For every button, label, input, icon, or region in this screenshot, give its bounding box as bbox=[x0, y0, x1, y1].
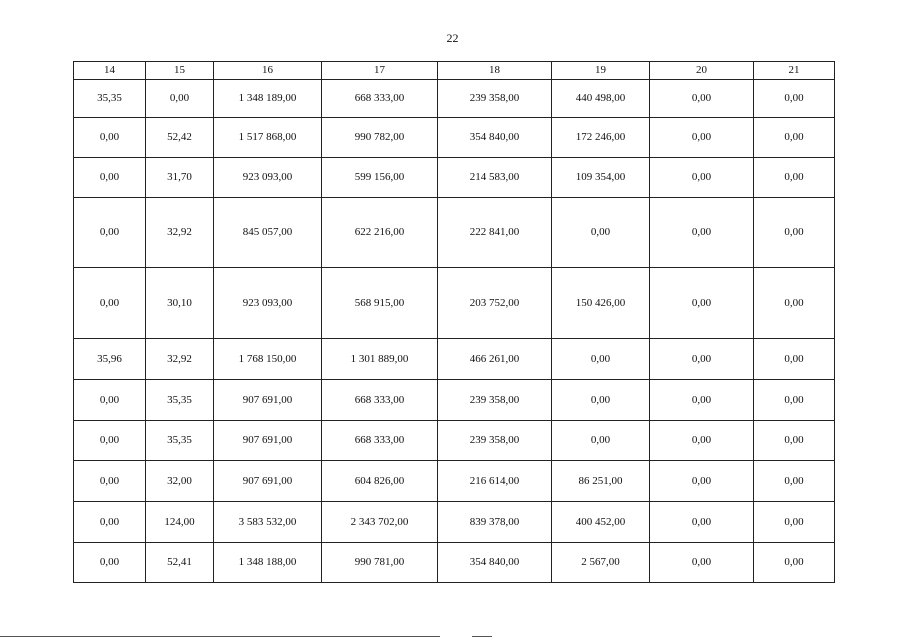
table-cell: 1 348 188,00 bbox=[214, 543, 322, 583]
table-cell: 32,92 bbox=[146, 198, 214, 268]
table-cell: 203 752,00 bbox=[438, 268, 552, 339]
table-cell: 839 378,00 bbox=[438, 502, 552, 543]
table-cell: 0,00 bbox=[650, 339, 754, 380]
table-cell: 1 517 868,00 bbox=[214, 118, 322, 158]
table-cell: 0,00 bbox=[754, 339, 835, 380]
table-cell: 354 840,00 bbox=[438, 543, 552, 583]
table-cell: 0,00 bbox=[74, 461, 146, 502]
table-cell: 0,00 bbox=[650, 118, 754, 158]
table-cell: 0,00 bbox=[754, 502, 835, 543]
table-row bbox=[74, 421, 835, 461]
column-header: 19 bbox=[552, 62, 650, 80]
table-row bbox=[74, 118, 835, 158]
table-cell: 35,96 bbox=[74, 339, 146, 380]
table-cell: 0,00 bbox=[552, 339, 650, 380]
footer-rule-fragment bbox=[472, 636, 492, 637]
table-cell: 923 093,00 bbox=[214, 268, 322, 339]
table-cell: 0,00 bbox=[552, 380, 650, 421]
table-row bbox=[74, 502, 835, 543]
table-row bbox=[74, 380, 835, 421]
table-cell: 0,00 bbox=[650, 461, 754, 502]
table-cell: 0,00 bbox=[74, 502, 146, 543]
table-cell: 2 567,00 bbox=[552, 543, 650, 583]
table-cell: 1 768 150,00 bbox=[214, 339, 322, 380]
table-cell: 668 333,00 bbox=[322, 80, 438, 118]
table-cell: 668 333,00 bbox=[322, 421, 438, 461]
table-cell: 1 348 189,00 bbox=[214, 80, 322, 118]
table-cell: 0,00 bbox=[754, 380, 835, 421]
table-cell: 923 093,00 bbox=[214, 158, 322, 198]
table-cell: 52,41 bbox=[146, 543, 214, 583]
table-cell: 0,00 bbox=[754, 198, 835, 268]
table-row bbox=[74, 543, 835, 583]
table-cell: 35,35 bbox=[146, 380, 214, 421]
table-cell: 907 691,00 bbox=[214, 461, 322, 502]
table-row bbox=[74, 268, 835, 339]
table-cell: 0,00 bbox=[74, 380, 146, 421]
table-cell: 86 251,00 bbox=[552, 461, 650, 502]
column-header: 21 bbox=[754, 62, 835, 80]
table-cell: 845 057,00 bbox=[214, 198, 322, 268]
table-cell: 907 691,00 bbox=[214, 421, 322, 461]
table-cell: 440 498,00 bbox=[552, 80, 650, 118]
footer-rule bbox=[0, 636, 440, 637]
table-cell: 0,00 bbox=[754, 268, 835, 339]
table-cell: 222 841,00 bbox=[438, 198, 552, 268]
table-cell: 0,00 bbox=[650, 158, 754, 198]
table-cell: 172 246,00 bbox=[552, 118, 650, 158]
table-cell: 2 343 702,00 bbox=[322, 502, 438, 543]
table-cell: 0,00 bbox=[754, 543, 835, 583]
table-cell: 0,00 bbox=[74, 268, 146, 339]
table-cell: 0,00 bbox=[74, 198, 146, 268]
table-cell: 0,00 bbox=[754, 118, 835, 158]
table-cell: 0,00 bbox=[650, 268, 754, 339]
table-cell: 35,35 bbox=[146, 421, 214, 461]
table-cell: 604 826,00 bbox=[322, 461, 438, 502]
table-cell: 239 358,00 bbox=[438, 80, 552, 118]
table-cell: 0,00 bbox=[74, 543, 146, 583]
table-cell: 35,35 bbox=[74, 80, 146, 118]
table-row bbox=[74, 158, 835, 198]
table-cell: 0,00 bbox=[74, 158, 146, 198]
table-cell: 990 781,00 bbox=[322, 543, 438, 583]
table-cell: 568 915,00 bbox=[322, 268, 438, 339]
table-cell: 239 358,00 bbox=[438, 380, 552, 421]
table-cell: 214 583,00 bbox=[438, 158, 552, 198]
table-cell: 0,00 bbox=[650, 543, 754, 583]
table-cell: 216 614,00 bbox=[438, 461, 552, 502]
table-cell: 3 583 532,00 bbox=[214, 502, 322, 543]
column-header: 16 bbox=[214, 62, 322, 80]
data-table bbox=[73, 61, 835, 583]
page-number: 22 bbox=[446, 31, 459, 45]
table-cell: 0,00 bbox=[754, 80, 835, 118]
column-header: 14 bbox=[74, 62, 146, 80]
table-cell: 0,00 bbox=[650, 80, 754, 118]
table-row bbox=[74, 198, 835, 268]
table-cell: 0,00 bbox=[552, 421, 650, 461]
table-cell: 990 782,00 bbox=[322, 118, 438, 158]
table-cell: 1 301 889,00 bbox=[322, 339, 438, 380]
table-cell: 599 156,00 bbox=[322, 158, 438, 198]
table-cell: 466 261,00 bbox=[438, 339, 552, 380]
table-row bbox=[74, 339, 835, 380]
table-cell: 30,10 bbox=[146, 268, 214, 339]
table-cell: 0,00 bbox=[650, 198, 754, 268]
table-cell: 0,00 bbox=[650, 421, 754, 461]
table-cell: 0,00 bbox=[74, 421, 146, 461]
table-cell: 622 216,00 bbox=[322, 198, 438, 268]
table-cell: 52,42 bbox=[146, 118, 214, 158]
table-cell: 0,00 bbox=[754, 158, 835, 198]
table-cell: 124,00 bbox=[146, 502, 214, 543]
table-cell: 400 452,00 bbox=[552, 502, 650, 543]
table-cell: 32,00 bbox=[146, 461, 214, 502]
table-cell: 32,92 bbox=[146, 339, 214, 380]
table-cell: 907 691,00 bbox=[214, 380, 322, 421]
table-cell: 668 333,00 bbox=[322, 380, 438, 421]
table-cell: 239 358,00 bbox=[438, 421, 552, 461]
table-cell: 0,00 bbox=[754, 421, 835, 461]
table-cell: 0,00 bbox=[146, 80, 214, 118]
table-cell: 0,00 bbox=[650, 502, 754, 543]
table-cell: 31,70 bbox=[146, 158, 214, 198]
table-row bbox=[74, 80, 835, 118]
table-cell: 354 840,00 bbox=[438, 118, 552, 158]
table-cell: 0,00 bbox=[552, 198, 650, 268]
table-row bbox=[74, 461, 835, 502]
table-cell: 0,00 bbox=[754, 461, 835, 502]
column-header: 18 bbox=[438, 62, 552, 80]
table-cell: 109 354,00 bbox=[552, 158, 650, 198]
column-header: 17 bbox=[322, 62, 438, 80]
header-row bbox=[74, 62, 835, 80]
table-cell: 150 426,00 bbox=[552, 268, 650, 339]
column-header: 20 bbox=[650, 62, 754, 80]
column-header: 15 bbox=[146, 62, 214, 80]
table-cell: 0,00 bbox=[650, 380, 754, 421]
table-cell: 0,00 bbox=[74, 118, 146, 158]
